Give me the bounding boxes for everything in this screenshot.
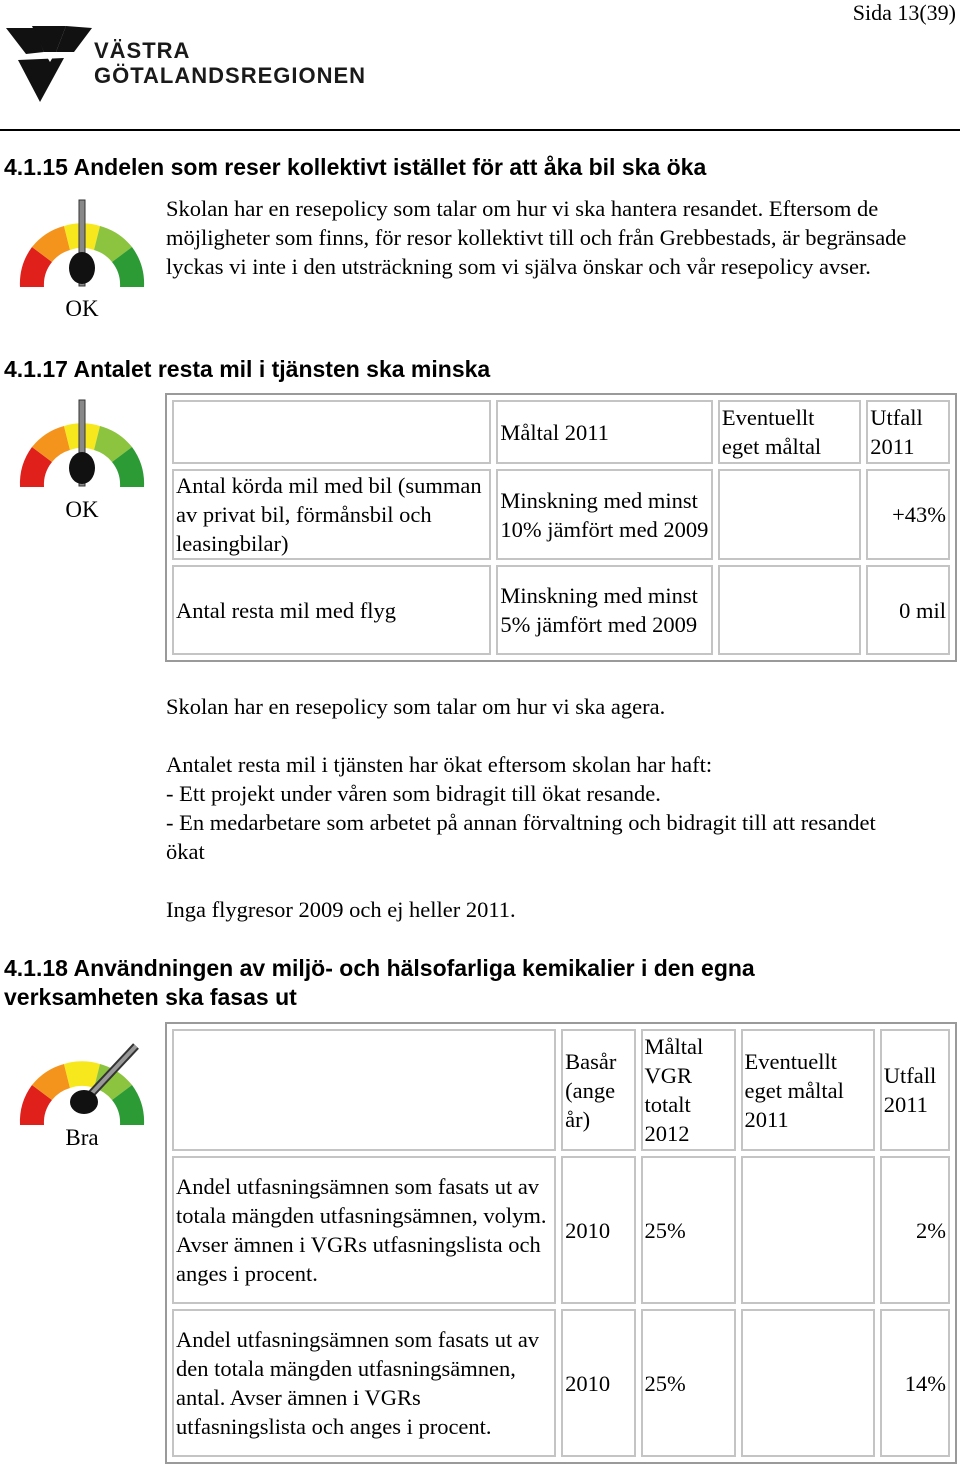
table-header-cell: Eventuellt eget måltal xyxy=(718,400,861,464)
table-header-cell xyxy=(172,1029,556,1151)
gauge-label: OK xyxy=(65,296,99,321)
table-cell: Antal körda mil med bil (summan av privat bil, förmånsbil och leasingbilar) xyxy=(172,469,491,560)
table-header-cell: Basår (ange år) xyxy=(561,1029,635,1151)
vgr-logo-icon xyxy=(4,22,94,106)
table-cell: Minskning med minst 5% jämfört med 2009 xyxy=(496,565,713,655)
table-cell: 25% xyxy=(641,1309,736,1457)
logo-wordmark xyxy=(94,38,366,88)
section-17-text-flights: Inga flygresor 2009 och ej heller 2011. xyxy=(166,897,516,922)
table-row xyxy=(172,469,950,560)
table-cell: 25% xyxy=(641,1156,736,1304)
section-heading-4-1-15: 4.1.15 Andelen som reser kollektivt istället för att åka bil ska öka xyxy=(4,154,707,180)
section-15-paragraph: Skolan har en resepolicy som talar om hur vi ska hantera resandet. Eftersom de möjligheter som finns, för resor kollektivt till och från Grebbestads, är begränsade lyckas vi inte i den utsträckning som vi själva önskar och vår resepolicy avser. xyxy=(166,196,907,279)
table-cell: Minskning med minst 10% jämfört med 2009 xyxy=(496,469,713,560)
section-17-text-line: Antalet resta mil i tjänsten har ökat eftersom skolan har haft: xyxy=(166,752,713,777)
table-header-row xyxy=(172,400,950,464)
header-divider xyxy=(0,129,960,131)
table-cell xyxy=(741,1309,875,1457)
gauge-ok-icon xyxy=(12,392,152,502)
table-cell: +43% xyxy=(866,469,950,560)
section-17-text-line: - Ett projekt under våren som bidragit till ökat resande. xyxy=(166,781,661,806)
gauge-ok-icon xyxy=(12,192,152,302)
table-cell: 0 mil xyxy=(866,565,950,655)
table-header-cell: Måltal 2011 xyxy=(496,400,713,464)
table-cell: 2010 xyxy=(561,1309,635,1457)
table-cell: Antal resta mil med flyg xyxy=(172,565,491,655)
table-header-cell: Utfall 2011 xyxy=(880,1029,950,1151)
logo-line2: GÖTALANDSREGIONEN xyxy=(94,63,367,88)
table-row xyxy=(172,565,950,655)
section-17-text-policy: Skolan har en resepolicy som talar om hur vi ska agera. xyxy=(166,694,666,719)
table-header-cell: Utfall 2011 xyxy=(866,400,950,464)
travel-table xyxy=(165,393,957,662)
table-cell: Andel utfasningsämnen som fasats ut av totala mängden utfasningsämnen, volym. Avser ämnen i VGRs utfasningslista och anges i procent. xyxy=(172,1156,556,1304)
section-heading-4-1-18: 4.1.18 Användningen av miljö- och hälsofarliga kemikalier i den egna verksamheten ska fasas ut xyxy=(4,955,755,1010)
gauge-bra-icon xyxy=(12,1030,152,1140)
table-cell xyxy=(718,469,861,560)
gauge-label: Bra xyxy=(65,1125,99,1150)
table-header-cell xyxy=(172,400,491,464)
table-cell: 2% xyxy=(880,1156,950,1304)
section-heading-4-1-17: 4.1.17 Antalet resta mil i tjänsten ska minska xyxy=(4,356,491,382)
gauge-label: OK xyxy=(65,497,99,522)
table-cell xyxy=(741,1156,875,1304)
table-row xyxy=(172,1309,950,1457)
table-header-cell: Måltal VGR totalt 2012 xyxy=(641,1029,736,1151)
section-17-text-line: - En medarbetare som arbetet på annan förvaltning och bidragit till att resandet ökat xyxy=(166,810,876,864)
table-header-row xyxy=(172,1029,950,1151)
table-cell: 14% xyxy=(880,1309,950,1457)
table-cell: 2010 xyxy=(561,1156,635,1304)
table-cell xyxy=(718,565,861,655)
logo-line1: VÄSTRA xyxy=(94,38,191,63)
page-number: Sida 13(39) xyxy=(852,0,956,25)
chemicals-table xyxy=(165,1022,957,1464)
table-cell: Andel utfasningsämnen som fasats ut av den totala mängden utfasningsämnen, antal. Avser ämnen i VGRs utfasningslista och anges i procent. xyxy=(172,1309,556,1457)
table-row xyxy=(172,1156,950,1304)
table-header-cell: Eventuellt eget måltal 2011 xyxy=(741,1029,875,1151)
